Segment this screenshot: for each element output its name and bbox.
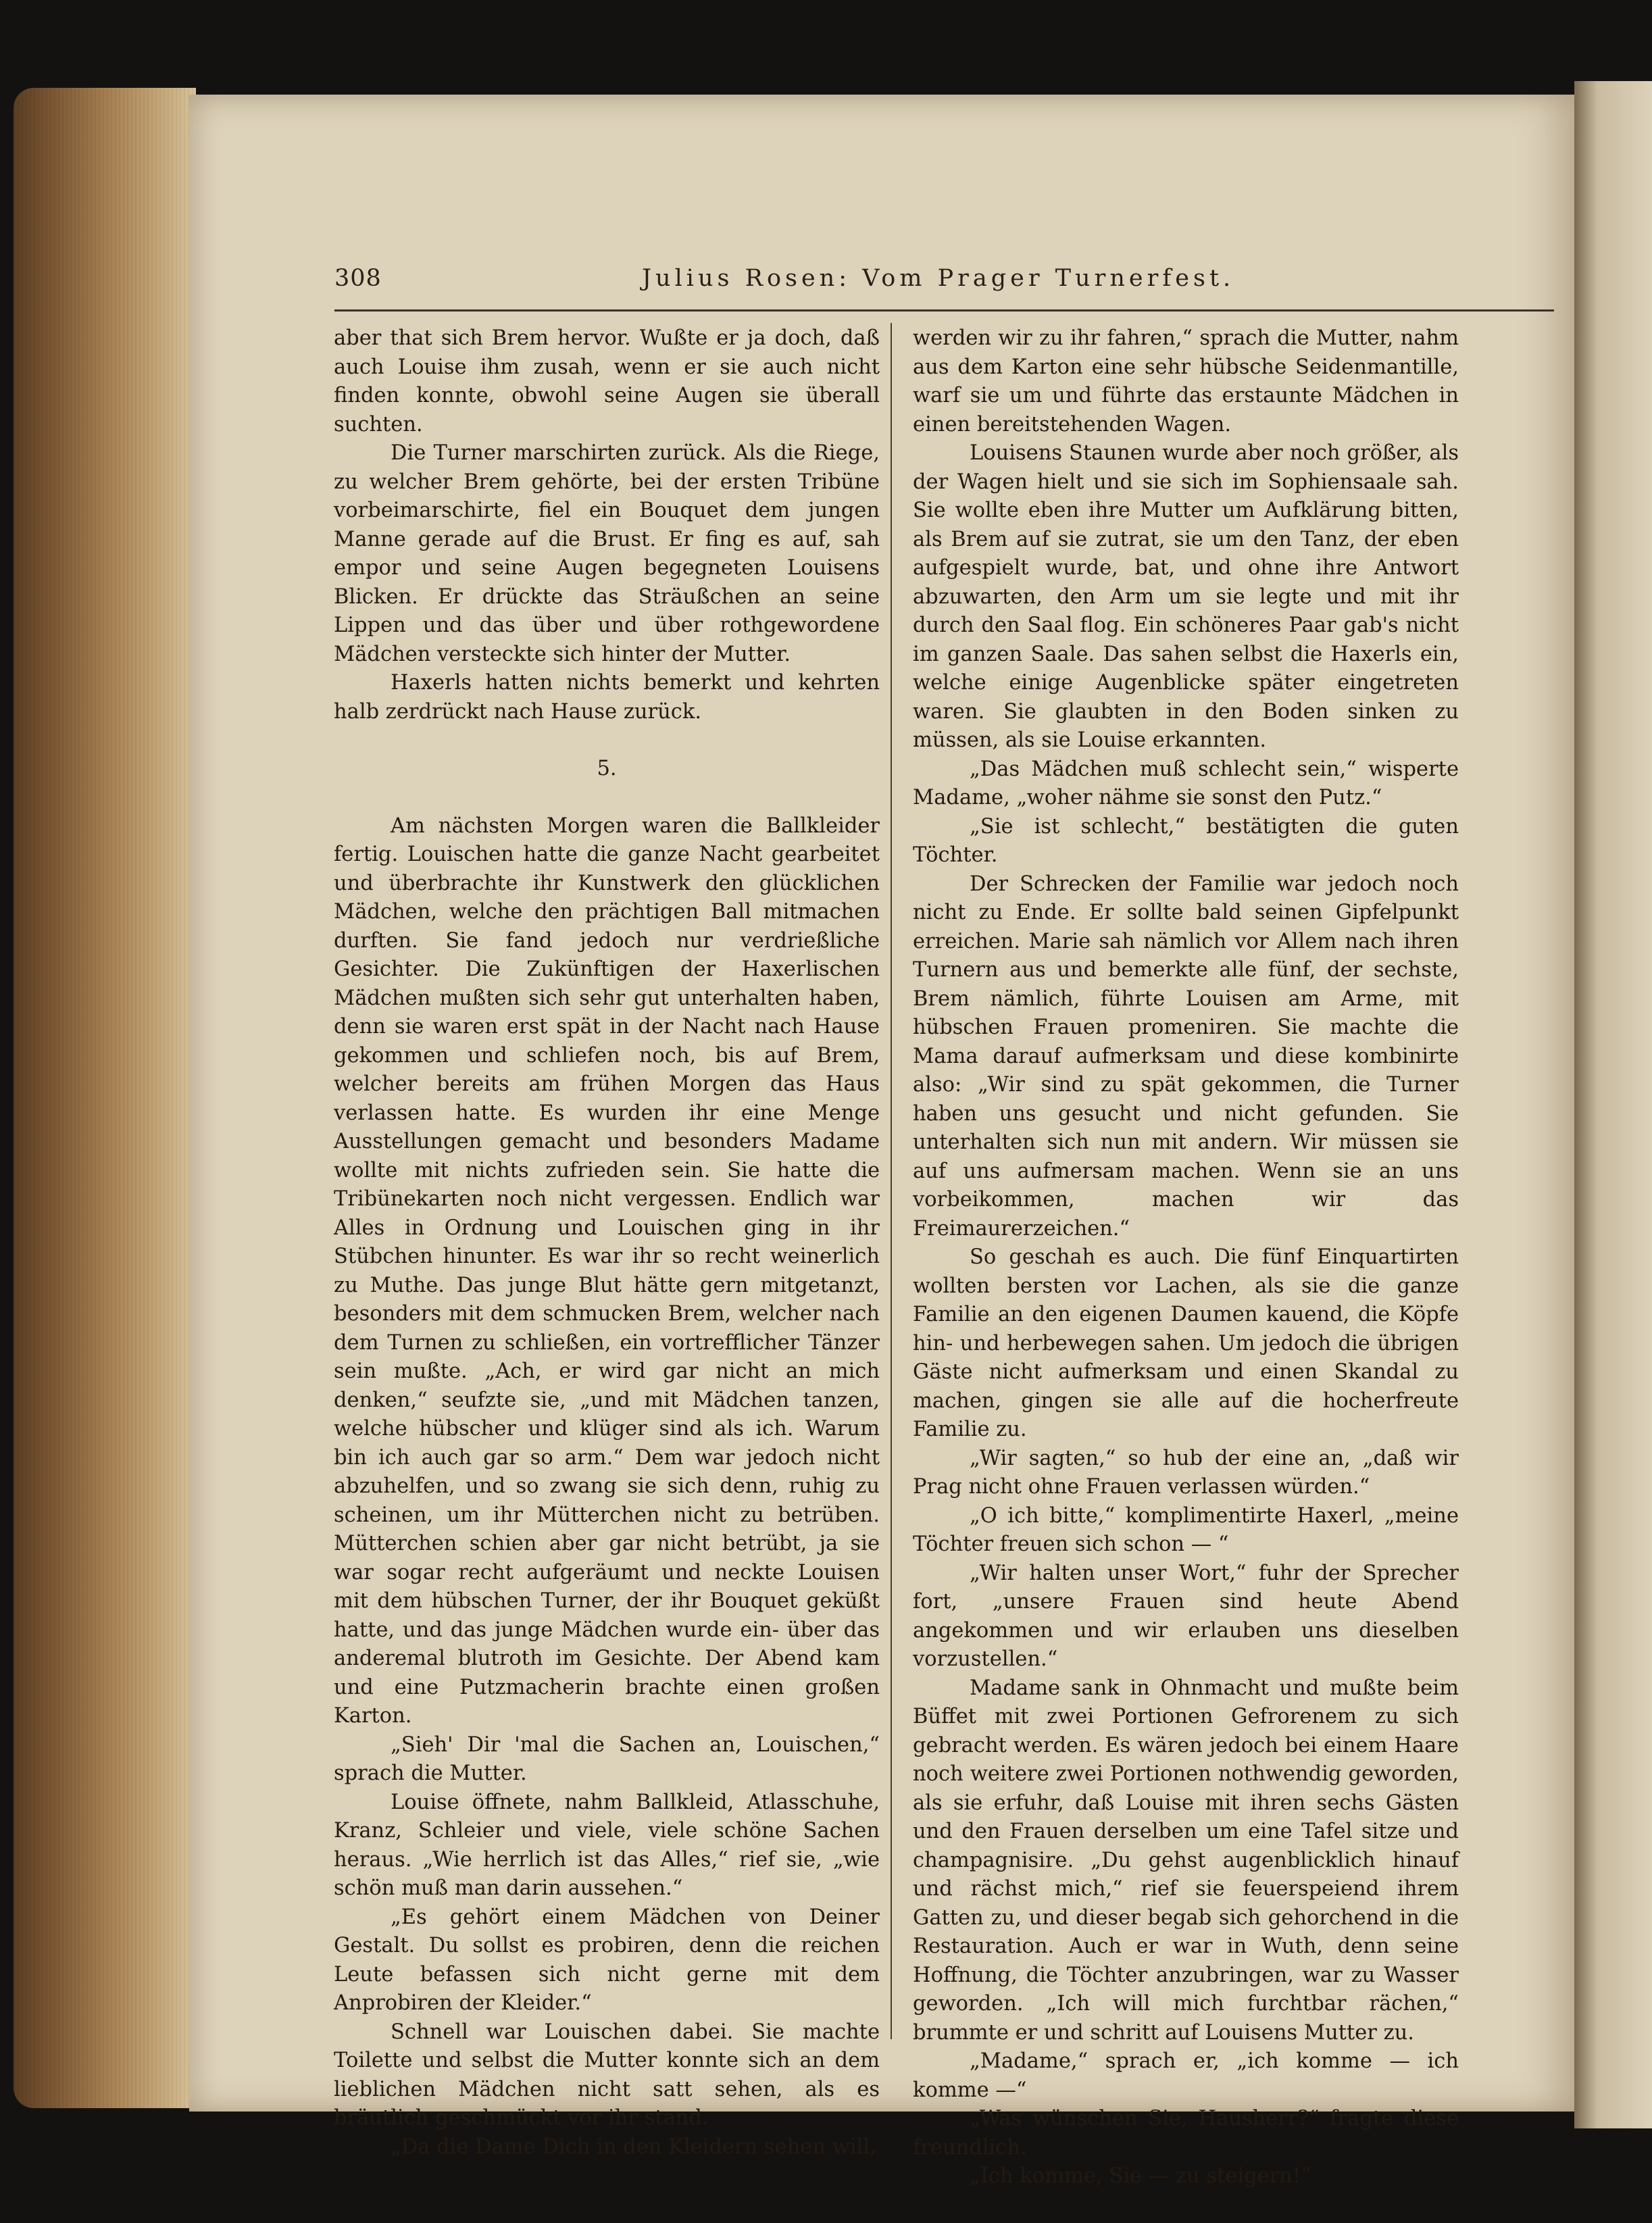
- paragraph: Der Schrecken der Familie war jedoch noch nicht zu Ende. Er sollte bald seinen Gipfelpunkt erreichen. Marie sah nämlich vor Allem nach ihren Turnern aus und bemerkte alle fünf, der sechste, Brem nämlich, führte Louisen am Arme, mit hübschen Frauen promeniren. Sie machte die Mama darauf aufmerksam und diese kombinirte also: „Wir sind zu spät gekommen, die Turner haben uns gesucht und nicht gefunden. Sie unterhalten sich nun mit andern. Wir müssen sie auf uns aufmersam machen. Wenn sie an uns vorbeikommen, machen wir das Freimaurerzeichen.“: [913, 872, 1459, 1241]
- paragraph: „Ich komme, Sie — zu steigern!“: [970, 2164, 1311, 2188]
- paragraph: Louisens Staunen wurde aber noch größer, als der Wagen hielt und sie sich im Sophiensaale sah. Sie wollte eben ihre Mutter um Aufklärung bitten, als Brem auf sie zutrat, sie um den Tanz, der eben aufgespielt wurde, bat, und ohne ihre Antwort abzuwarten, den Arm um sie legte und mit ihr durch den Saal flog. Ein schöneres Paar gab's nicht im ganzen Saale. Das sahen selbst die Haxerls ein, welche einige Augenblicke später eingetreten waren. Sie glaubten in den Boden sinken zu müssen, als sie Louise erkannten.: [913, 441, 1459, 752]
- paragraph: So geschah es auch. Die fünf Einquartirten wollten bersten vor Lachen, als sie die ganze Familie an den eigenen Daumen kauend, die Köpfe hin- und herbewegen sahen. Um jedoch die übrigen Gäste nicht aufmerksam und einen Skandal zu machen, gingen sie alle auf die hocherfreute Familie zu.: [913, 1245, 1459, 1441]
- header-rule: [334, 309, 1554, 311]
- paragraph: werden wir zu ihr fahren,“ sprach die Mutter, nahm aus dem Karton eine sehr hübsche Seidenmantille, warf sie um und führte das erstaunte Mädchen in einen bereitstehenden Wagen.: [913, 326, 1459, 436]
- paragraph: „Wir sagten,“ so hub der eine an, „daß wir Prag nicht ohne Frauen verlassen würden.“: [913, 1446, 1459, 1499]
- left-column: [334, 324, 880, 2162]
- paragraph: Schnell war Louischen dabei. Sie machte Toilette und selbst die Mutter konnte sich an dem lieblichen Mädchen nicht satt sehen, als es bräutlich geschmückt vor ihr stand.: [334, 2020, 880, 2130]
- paragraph: „Sie ist schlecht,“ bestätigten die guten Töchter.: [913, 814, 1459, 867]
- paragraph: „Da die Dame Dich in den Kleidern sehen will,: [391, 2134, 876, 2159]
- paragraph: „Sieh' Dir 'mal die Sachen an, Louischen,“ sprach die Mutter.: [334, 1732, 880, 1785]
- paragraph: „Wir halten unser Wort,“ fuhr der Sprecher fort, „unsere Frauen sind heute Abend angekommen und wir erlauben uns dieselben vorzustellen.“: [913, 1561, 1459, 1671]
- column-divider: [891, 323, 892, 2039]
- paragraph: „Was wünschen Sie, Hausherr?“ fragte diese freundlich.: [913, 2107, 1459, 2159]
- running-title: Julius Rosen: Vom Prager Turnerfest.: [642, 265, 1235, 292]
- spacer: [334, 784, 880, 812]
- right-column: [913, 324, 1459, 2191]
- page-number: 308: [334, 265, 382, 292]
- paragraph: „Es gehört einem Mädchen von Deiner Gestalt. Du sollst es probiren, denn die reichen Leute befassen sich nicht gerne mit dem Anprobiren der Kleider.“: [334, 1905, 880, 2015]
- paragraph: Die Turner marschirten zurück. Als die Riege, zu welcher Brem gehörte, bei der ersten Tribüne vorbeimarschirte, fiel ein Bouquet dem jungen Manne gerade auf die Brust. Er fing es auf, sah empor und seine Augen begegneten Louisens Blicken. Er drückte das Sträußchen an seine Lippen und das über und über rothgewordene Mädchen versteckte sich hinter der Mutter.: [334, 441, 880, 666]
- paragraph: „Das Mädchen muß schlecht sein,“ wisperte Madame, „woher nähme sie sonst den Putz.“: [913, 757, 1459, 809]
- paragraph: aber that sich Brem hervor. Wußte er ja doch, daß auch Louise ihm zusah, wenn er sie auch nicht finden konnte, obwohl seine Augen sie überall suchten.: [334, 326, 880, 436]
- paragraph: „Madame,“ sprach er, „ich komme — ich komme —“: [913, 2049, 1459, 2102]
- section-number: 5.: [597, 757, 617, 780]
- paragraph: Madame sank in Ohnmacht und mußte beim Büffet mit zwei Portionen Gefrorenem zu sich gebracht werden. Es wären jedoch bei einem Haare noch weitere zwei Portionen nothwendig geworden, als sie erfuhr, daß Louise mit ihren sechs Gästen und den Frauen derselben um eine Tafel sitze und champagnisire. „Du gehst augenblicklich hinauf und rächst mich,“ rief sie feuerspeiend ihrem Gatten zu, und dieser begab sich gehorchend in die Restauration. Auch er war in Wuth, denn seine Hoffnung, die Töchter anzubringen, war zu Wasser geworden. „Ich will mich furchtbar rächen,“ brummte er und schritt auf Louisens Mutter zu.: [913, 1676, 1459, 2045]
- paragraph: Am nächsten Morgen waren die Ballkleider fertig. Louischen hatte die ganze Nacht gearbeitet und überbrachte ihr Kunstwerk den glücklichen Mädchen, welche den prächtigen Ball mitmachen durften. Sie fand jedoch nur verdrießliche Gesichter. Die Zukünftigen der Haxerlischen Mädchen mußten sich sehr gut unterhalten haben, denn sie waren erst spät in der Nacht nach Hause gekommen und schliefen noch, bis auf Brem, welcher bereits am frühen Morgen das Haus verlassen hatte. Es wurden ihr eine Menge Ausstellungen gemacht und besonders Madame wollte mit nichts zufrieden sein. Sie hatte die Tribünekarten noch nicht vergessen. Endlich war Alles in Ordnung und Louischen ging in ihr Stübchen hinunter. Es war ihr so recht weinerlich zu Muthe. Das junge Blut hätte gern mitgetanzt, besonders mit dem schmucken Brem, welcher nach dem Turnen zu schließen, ein vortrefflicher Tänzer sein mußte. „Ach, er wird gar nicht an mich denken,“ seufzte sie, „und mit Mädchen tanzen, welche hübscher und klüger sind als ich. Warum bin ich auch gar so arm.“ Dem war jedoch nicht abzuhelfen, und so zwang sie sich denn, ruhig zu scheinen, um ihr Mütterchen nicht zu betrüben. Mütterchen schien aber gar nicht betrübt, ja sie war sogar recht aufgeräumt und neckte Louisen mit dem hübschen Turner, der ihr Bouquet geküßt hatte, und das junge Mädchen wurde ein- über das anderemal blutroth im Gesichte. Der Abend kam und eine Putzmacherin brachte einen großen Karton.: [334, 814, 880, 1728]
- page-header: [334, 265, 1551, 305]
- book-page-edges: [14, 88, 196, 2108]
- paragraph: Haxerls hatten nichts bemerkt und kehrten halb zerdrückt nach Hause zurück.: [334, 671, 880, 724]
- book-gutter: [1574, 81, 1652, 2128]
- paragraph: „O ich bitte,“ komplimentirte Haxerl, „meine Töchter freuen sich schon — “: [913, 1503, 1459, 1556]
- spacer: [334, 726, 880, 755]
- paragraph: Louise öffnete, nahm Ballkleid, Atlasschuhe, Kranz, Schleier und viele, viele schöne Sachen heraus. „Wie herrlich ist das Alles,“ rief sie, „wie schön muß man darin aussehen.“: [334, 1790, 880, 1900]
